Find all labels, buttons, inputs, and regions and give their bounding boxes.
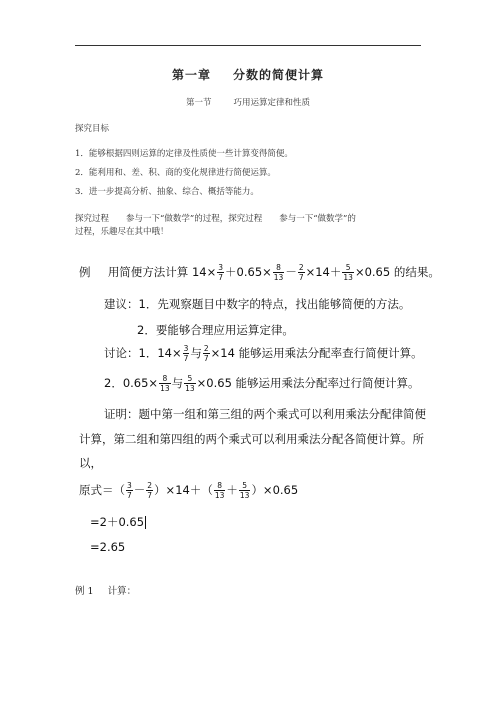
proof-line-3: 以， [79, 456, 102, 470]
example-term: － [285, 265, 297, 279]
section-label: 第一节 [185, 98, 212, 108]
suggestion-2: 2．要能够合理应用运算定律。 [137, 323, 294, 337]
calc-plus: ＋ [226, 483, 238, 497]
example-intro: 用简便方法计算 14× [107, 265, 217, 279]
calc-step-3: =2.65 [90, 540, 126, 554]
calc-step-2-text: =2＋0.65 [90, 515, 145, 529]
example-1-text: 计算： [107, 586, 137, 597]
example-term: ×14＋ [305, 265, 342, 279]
example-term: ＋0.65× [225, 265, 272, 279]
fraction-8-13: $\frac{8}{13}$ [273, 263, 284, 282]
discussion-2-post: ×0.65 能够运用乘法分配率过行简便计算。 [196, 376, 420, 390]
goals-heading: 探究目标 [75, 124, 110, 134]
fraction-5-13: $\frac{5}{13}$ [185, 374, 195, 393]
fraction-3-7: $\frac{3}{7}$ [218, 263, 224, 282]
example-1 [75, 583, 136, 597]
fraction-2-7: $\frac{2}{7}$ [203, 344, 209, 363]
text-cursor [145, 516, 146, 529]
discussion-2-mid: 与 [171, 376, 184, 390]
goal-item-1: 1．能够根据四则运算的定律及性质使一些计算变得简便。 [75, 149, 293, 159]
discussion-1-mid: 与 [190, 346, 202, 360]
chapter-label: 第一章 [171, 68, 211, 82]
calc-step-2 [90, 514, 146, 530]
proof-line-1: 证明：题中第一组和第三组的两个乘式可以利用乘法分配律简便 [104, 407, 426, 421]
discussion-1-post: ×14 能够运用乘法分配率查行简便计算。 [210, 346, 423, 360]
fraction-8-13: $\frac{8}{13}$ [160, 374, 170, 393]
process-line-1: 探究过程 参与一下“做数学”的过程，探究过程 参与一下“做数学”的 [75, 214, 356, 224]
fraction-2-7: $\frac{2}{7}$ [298, 263, 304, 282]
fraction-3-7: $\frac{3}{7}$ [183, 344, 189, 363]
calc-minus: － [133, 483, 146, 497]
fraction-5-13: $\frac{5}{13}$ [343, 263, 353, 282]
fraction-8-13: $\frac{8}{13}$ [214, 481, 225, 500]
calc-mid: ）×14＋（ [154, 483, 213, 497]
discussion-2-pre: 2．0.65× [104, 376, 159, 390]
calc-post: ）×0.65 [251, 483, 299, 497]
example-label: 例 [79, 265, 91, 279]
goal-item-3: 3．进一步提高分析、抽象、综合、概括等能力。 [75, 187, 259, 197]
fraction-2-7: $\frac{2}{7}$ [147, 481, 153, 500]
section-heading [0, 96, 496, 108]
header-rule [75, 45, 421, 46]
discussion-2 [104, 374, 420, 393]
example-1-label: 例 1 [75, 586, 94, 597]
chapter-heading [0, 66, 496, 83]
suggestion-1: 建议：1．先观察题目中数字的特点，找出能够简便的方法。 [104, 297, 411, 311]
calc-line-1 [79, 481, 298, 500]
example-problem [79, 263, 440, 282]
chapter-title: 分数的简便计算 [233, 68, 325, 82]
section-title: 巧用运算定律和性质 [233, 98, 311, 108]
example-term: ×0.65 的结果。 [354, 265, 440, 279]
process-line-2: 过程，乐趣尽在其中哦！ [75, 227, 169, 237]
fraction-5-13: $\frac{5}{13}$ [239, 481, 250, 500]
goal-item-2: 2．能利用和、差、积、商的变化规律进行简便运算。 [75, 168, 276, 178]
discussion-1-pre: 讨论：1．14× [104, 346, 182, 360]
calc-pre: 原式＝（ [79, 483, 125, 497]
discussion-1 [104, 344, 423, 363]
fraction-3-7: $\frac{3}{7}$ [127, 481, 132, 500]
proof-line-2: 计算，第二组和第四组的两个乘式可以利用乘法分配各简便计算。所 [79, 432, 424, 446]
